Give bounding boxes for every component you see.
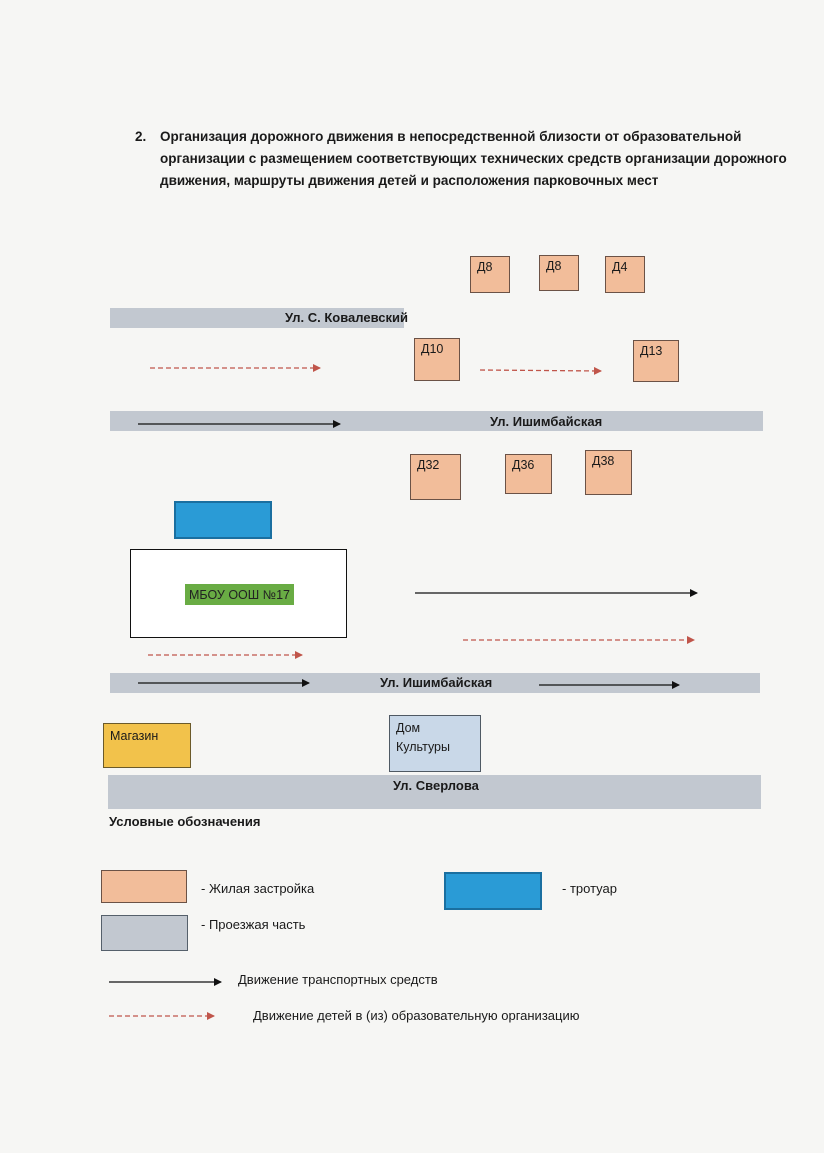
legend-sidewalk-swatch	[444, 872, 542, 910]
legend-roadway-swatch	[101, 915, 188, 951]
school-label: МБОУ ООШ №17	[185, 584, 294, 605]
house-d8-first: Д8	[470, 256, 510, 293]
children-arrow-2	[480, 370, 601, 371]
house-d4: Д4	[605, 256, 645, 293]
legend-sidewalk-label: - тротуар	[562, 881, 617, 896]
street-label-sverlova: Ул. Сверлова	[393, 778, 479, 793]
street-label-kovalevsky: Ул. С. Ковалевский	[285, 310, 408, 325]
house-of-culture	[389, 715, 481, 772]
culture-line-1: Дом	[396, 721, 421, 735]
shop-building: Магазин	[103, 723, 191, 768]
section-heading	[135, 126, 795, 192]
legend-residential-swatch	[101, 870, 187, 903]
house-d13: Д13	[633, 340, 679, 382]
street-label-ishimbayskaya-bottom: Ул. Ишимбайская	[380, 675, 493, 690]
legend-children-label: Движение детей в (из) образовательную организацию	[253, 1008, 580, 1023]
house-d36: Д36	[505, 454, 552, 494]
house-d32: Д32	[410, 454, 461, 500]
heading-text: Организация дорожного движения в непосредственной близости от образовательной организации с размещением соответствующих технических средств организации дорожного движения, маршруты движения детей и расположения парковочных мест	[160, 129, 787, 188]
legend-residential-label: - Жилая застройка	[201, 881, 315, 896]
road-ishimbayskaya-top	[110, 411, 763, 431]
street-label-ishimbayskaya-top: Ул. Ишимбайская	[490, 414, 603, 429]
legend-title: Условные обозначения	[109, 814, 261, 829]
culture-line-2: Культуры	[396, 740, 450, 754]
legend-roadway-label: - Проезжая часть	[201, 917, 306, 932]
house-d10: Д10	[414, 338, 460, 381]
house-d38: Д38	[585, 450, 632, 495]
house-d8-second: Д8	[539, 255, 579, 291]
heading-number: 2.	[135, 129, 147, 144]
sidewalk-block	[174, 501, 272, 539]
legend-vehicles-label: Движение транспортных средств	[238, 972, 438, 987]
